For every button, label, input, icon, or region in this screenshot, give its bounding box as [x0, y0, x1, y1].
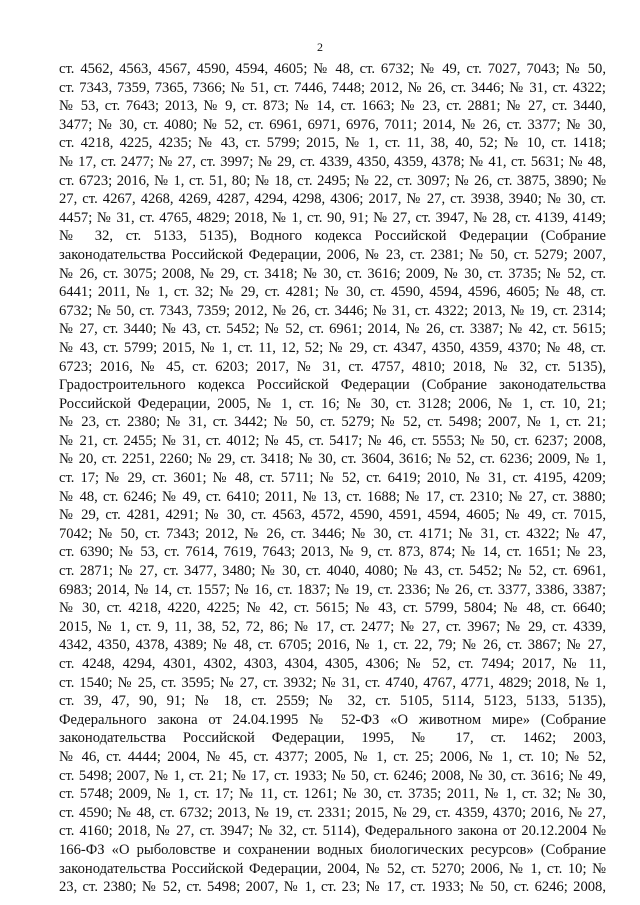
- text-line: ст. 39, 47, 90, 91; № 18, ст. 2559; № 32, ст. 5105, 5114, 5123, 5133, 5135),: [59, 693, 606, 710]
- text-line: ст. 4562, 4563, 4567, 4590, 4594, 4605; № 48, ст. 6732; № 49, ст. 7027, 7043; № 50,: [59, 61, 606, 77]
- text-line: ст. 4160; 2018, № 27, ст. 3947; № 32, ст. 5114), Федерального закона от 20.12.2004 №: [59, 823, 606, 840]
- text-line: № 30, ст. 4218, 4220, 4225; № 42, ст. 5615; № 43, ст. 5799, 5804; № 48, ст. 6640;: [59, 600, 606, 617]
- text-line: № 32, ст. 5133, 5135), Водного кодекса Российской Федерации (Собрание: [59, 228, 606, 245]
- text-line: ст. 1540; № 25, ст. 3595; № 27, ст. 3932; № 31, ст. 4740, 4767, 4771, 4829; 2018, № 1,: [59, 674, 606, 691]
- text-line: № 17, ст. 2477; № 27, ст. 3997; № 29, ст. 4339, 4350, 4359, 4378; № 41, ст. 5631; № 48,: [59, 153, 606, 170]
- text-line: Федерального закона от 24.04.1995 № 52-ФЗ «О животном мире» (Собрание: [59, 711, 606, 728]
- text-line: 6732; № 50, ст. 7343, 7359; 2012, № 26, ст. 3446; № 31, ст. 4322; 2013, № 19, ст. 2314;: [59, 302, 606, 319]
- text-line: № 48, ст. 6246; № 49, ст. 6410; 2011, № 13, ст. 1688; № 17, ст. 2310; № 27, ст. 3880;: [59, 488, 606, 505]
- text-line: ст. 2871; № 27, ст. 3477, 3480; № 30, ст. 4040, 4080; № 43, ст. 5452; № 52, ст. 6961,: [59, 563, 606, 580]
- text-line: 166-ФЗ «О рыболовстве и сохранении водных биологических ресурсов» (Собрание: [59, 841, 606, 858]
- text-line: 23, ст. 2380; № 52, ст. 5498; 2007, № 1, ст. 23; № 17, ст. 1933; № 50, ст. 6246; 2008,: [59, 879, 606, 896]
- text-line: законодательства Российской Федерации, 2006, № 23, ст. 2381; № 50, ст. 5279; 2007,: [59, 246, 606, 263]
- text-line: Российской Федерации, 2005, № 1, ст. 16; № 30, ст. 3128; 2006, № 1, ст. 10, 21;: [59, 395, 606, 412]
- text-line: 6441; 2011, № 1, ст. 32; № 29, ст. 4281; № 30, ст. 4590, 4594, 4596, 4605; № 48, ст.: [59, 284, 606, 301]
- text-line: № 46, ст. 4444; 2004, № 45, ст. 4377; 2005, № 1, ст. 25; 2006, № 1, ст. 10; № 52,: [59, 748, 606, 765]
- text-line: 2015, № 1, ст. 9, 11, 38, 52, 72, 86; № 17, ст. 2477; № 27, ст. 3967; № 29, ст. 4339,: [59, 618, 606, 635]
- page-number: 2: [317, 40, 323, 54]
- text-line: 4457; № 31, ст. 4765, 4829; 2018, № 1, ст. 90, 91; № 27, ст. 3947, № 28, ст. 4139, 4149;: [59, 209, 606, 226]
- body-text: [59, 60, 606, 897]
- text-line: ст. 5748; 2009, № 1, ст. 17; № 11, ст. 1261; № 30, ст. 3735; 2011, № 1, ст. 32; № 30,: [59, 786, 606, 803]
- text-line: 3477; № 30, ст. 4080; № 52, ст. 6961, 6971, 6976, 7011; 2014, № 26, ст. 3377; № 30,: [59, 116, 606, 133]
- text-line: 7042; № 50, ст. 7343; 2012, № 26, ст. 3446; № 30, ст. 4171; № 31, ст. 4322; № 47,: [59, 525, 606, 542]
- text-line: ст. 6390; № 53, ст. 7614, 7619, 7643; 2013, № 9, ст. 873, 874; № 14, ст. 1651; № 23,: [59, 544, 606, 561]
- text-line: ст. 17; № 29, ст. 3601; № 48, ст. 5711; № 52, ст. 6419; 2010, № 31, ст. 4195, 4209;: [59, 470, 606, 487]
- text-line: 6983; 2014, № 14, ст. 1557; № 16, ст. 1837; № 19, ст. 2336; № 26, ст. 3377, 3386, 3387;: [59, 581, 606, 598]
- text-line: законодательства Российской Федерации, 2004, № 52, ст. 5270; 2006, № 1, ст. 10; №: [59, 860, 606, 877]
- text-line: № 43, ст. 5799; 2015, № 1, ст. 11, 12, 52; № 29, ст. 4347, 4350, 4359, 4370; № 48, ст.: [59, 339, 606, 356]
- text-line: № 21, ст. 2455; № 31, ст. 4012; № 45, ст. 5417; № 46, ст. 5553; № 50, ст. 6237; 2008,: [59, 432, 606, 449]
- text-line: № 53, ст. 7643; 2013, № 9, ст. 873; № 14, ст. 1663; № 23, ст. 2881; № 27, ст. 3440,: [59, 98, 606, 115]
- text-line: ст. 4248, 4294, 4301, 4302, 4303, 4304, 4305, 4306; № 52, ст. 7494; 2017, № 11,: [59, 656, 606, 672]
- text-line: ст. 4590; № 48, ст. 6732; 2013, № 19, ст. 2331; 2015, № 29, ст. 4359, 4370; 2016, № 27,: [59, 804, 606, 821]
- text-line: № 20, ст. 2251, 2260; № 29, ст. 3418; № 30, ст. 3604, 3616; № 52, ст. 6236; 2009, № 1,: [59, 451, 606, 468]
- text-line: ст. 7343, 7359, 7365, 7366; № 51, ст. 7446, 7448; 2012, № 26, ст. 3446; № 31, ст. 4322;: [59, 79, 606, 96]
- text-line: № 23, ст. 2380; № 31, ст. 3442; № 50, ст. 5279; № 52, ст. 5498; 2007, № 1, ст. 21;: [59, 414, 606, 431]
- text-line: № 26, ст. 3075; 2008, № 29, ст. 3418; № 30, ст. 3616; 2009, № 30, ст. 3735; № 52, ст.: [59, 265, 606, 282]
- text-line: ст. 4218, 4225, 4235; № 43, ст. 5799; 2015, № 1, ст. 11, 38, 40, 52; № 10, ст. 1418;: [59, 135, 606, 152]
- text-line: 27, ст. 4267, 4268, 4269, 4287, 4294, 4298, 4306; 2017, № 27, ст. 3938, 3940; № 30, ст.: [59, 191, 606, 208]
- text-line: ст. 5498; 2007, № 1, ст. 21; № 17, ст. 1933; № 50, ст. 6246; 2008, № 30, ст. 3616; № 49,: [59, 767, 606, 784]
- text-line: № 29, ст. 4281, 4291; № 30, ст. 4563, 4572, 4590, 4591, 4594, 4605; № 49, ст. 7015,: [59, 507, 606, 524]
- text-line: 4342, 4350, 4378, 4389; № 48, ст. 6705; 2016, № 1, ст. 22, 79; № 26, ст. 3867; № 27,: [59, 637, 606, 654]
- text-line: 6723; 2016, № 45, ст. 6203; 2017, № 31, ст. 4757, 4810; 2018, № 32, ст. 5135),: [59, 358, 606, 375]
- text-line: ст. 6723; 2016, № 1, ст. 51, 80; № 18, ст. 2495; № 22, ст. 3097; № 26, ст. 3875, 3890; №: [59, 172, 606, 189]
- text-line: № 27, ст. 3440; № 43, ст. 5452; № 52, ст. 6961; 2014, № 26, ст. 3387; № 42, ст. 5615;: [59, 321, 606, 338]
- text-line: законодательства Российской Федерации, 1995, № 17, ст. 1462; 2003,: [59, 730, 606, 747]
- text-line: Градостроительного кодекса Российской Федерации (Собрание законодательства: [59, 377, 606, 394]
